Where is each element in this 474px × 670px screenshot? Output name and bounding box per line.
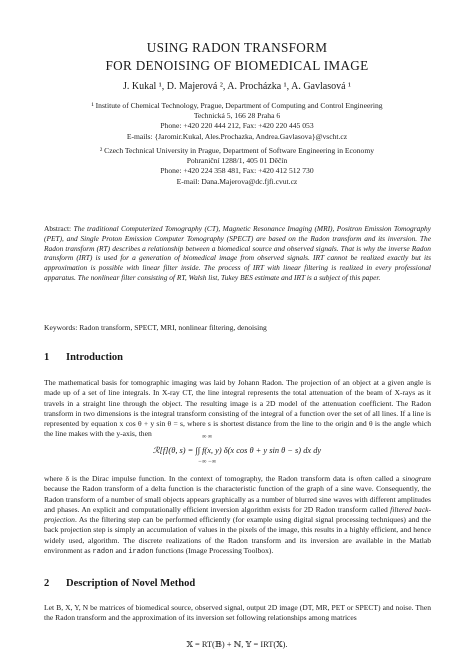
method-equation: 𝕏 = RT(𝔹) + ℕ, 𝕐 = IRT(𝕏).	[186, 640, 288, 649]
paper-title-line-2: FOR DENOISING OF BIOMEDICAL IMAGE	[105, 58, 369, 73]
para-text: because the Radon transform of a delta function is the characteristic function of the graph of a sine wave. Consequently, the Radon transform of a number of small objects appears graphically as a number of blurred sine waves with different amplitudes and phases. An explicit and computationally efficient inversion algorithm exists for 2D Radon transform called	[44, 484, 431, 514]
affiliation-1-line: E-mails: {Jaromir.Kukal, Ales.Prochazka, Andrea.Gavlasova}@vscht.cz	[126, 131, 348, 141]
section-heading-2	[44, 578, 195, 589]
method-paragraph-1: Let B, X, Y, N be matrices of biomedical source, observed signal, output 2D image (DT, MR, PET or SPECT) and noise. Then the Radon transform and the approximation of its inversion set following relationships among matrices	[44, 603, 431, 623]
emphasis-filtered-back-projection: filtered back-projection	[44, 504, 431, 525]
section-number: 1	[44, 352, 50, 363]
para-text: functions (Image Processing Toolbox).	[155, 546, 274, 556]
section-number: 2	[44, 578, 50, 589]
integral-lower-limits: −∞ −∞	[197, 459, 217, 465]
section-heading-1	[44, 352, 123, 363]
section-title: Introduction	[66, 352, 123, 363]
affiliation-1	[20, 101, 454, 142]
conjunction: and	[115, 546, 127, 556]
equation-text: ℛ[f](θ, s) = ∫∫ f(x, y) δ(x cos θ + y sin θ − s) dx dy	[152, 446, 322, 455]
paper-title-line-1: USING RADON TRANSFORM	[146, 40, 328, 55]
para-text: . As the filtering step can be performed efficiently (for example using digital signal processing techniques) and the back projection step is simply an accumulation of values in the pixels of the image, this results in a highly efficient, and hence widely used, algorithm. The discrete realizations of the Radon transform and its inversion are available in the Matlab environment as	[44, 515, 431, 556]
code-radon: radon	[92, 548, 114, 557]
keywords: Keywords: Radon transform, SPECT, MRI, nonlinear filtering, denoising	[44, 323, 267, 332]
para-text: where δ is the Dirac impulse function. In the context of tomography, the Radon transform data is often called a	[44, 474, 400, 483]
abstract	[44, 224, 431, 283]
section-title: Description of Novel Method	[66, 578, 196, 589]
emphasis-sinogram: sinogram	[402, 474, 431, 483]
intro-paragraph-1: The mathematical basis for tomographic imaging was laid by Johann Radon. The projection of an object at a given angle is made up of a set of line integrals. In X-ray CT, the line integral represents the total attenuation of the beam of X-rays as it travels in a straight line through the object. The resulting image is a 2D model of the attenuation coefficient. The Radon transform in two dimensions is the integral transform consisting of the integral of a function over the set of all lines. If a line is represented by equation x cos θ + y sin θ = s, where s is shortest distance from the line to the origin and θ is the angle which the line makes with the y-axis, then	[44, 378, 431, 439]
abstract-text: The traditional Computerized Tomography (CT), Magnetic Resonance Imaging (MRI), Positron Emission Tomography (PET), and Single Proton Emission Computer Tomography (SPECT) are based on the Radon transform and its inversion. The Radon transform (RT) describes a relationship between a biomedical source and observed signals. That is why the inverse Radon transform (IRT) is used for a generation of biomedical image from observed signals. IRT cannot be realized exactly but its approximation is possible with linear filter inside. The process of IRT with linear filtering is realized in every professional apparatus. The nonlinear filter consisting of RT, Walsh list, Tukey BES estimate and IRT is a subject of this paper.	[44, 224, 431, 282]
affiliation-2-line: Phone: +420 224 358 481, Fax: +420 412 512 730	[160, 166, 314, 176]
abstract-label: Abstract:	[44, 224, 72, 233]
intro-paragraph-2	[44, 474, 431, 557]
affiliation-2-line: Pohraniční 1288/1, 405 01 Děčín	[186, 156, 288, 166]
affiliation-2-line: E-mail: Dana.Majerova@dc.fjfi.cvut.cz	[176, 176, 298, 186]
affiliation-2	[20, 146, 454, 187]
author-list: J. Kukal ¹, D. Majerová ², A. Procházka ¹, A. Gavlasová ¹	[122, 81, 352, 92]
affiliation-1-line: Phone: +420 220 444 212, Fax: +420 220 445 053	[160, 121, 314, 131]
affiliation-1-line: ¹ Institute of Chemical Technology, Prague, Department of Computing and Control Engineering	[91, 101, 383, 110]
affiliation-2-line: ² Czech Technical University in Prague, Department of Software Engineering in Economy	[99, 146, 375, 155]
code-iradon: iradon	[128, 548, 154, 557]
affiliation-1-line: Technická 5, 166 28 Praha 6	[193, 111, 281, 121]
radon-equation	[0, 445, 474, 455]
integral-upper-limits: ∞ ∞	[201, 434, 213, 440]
